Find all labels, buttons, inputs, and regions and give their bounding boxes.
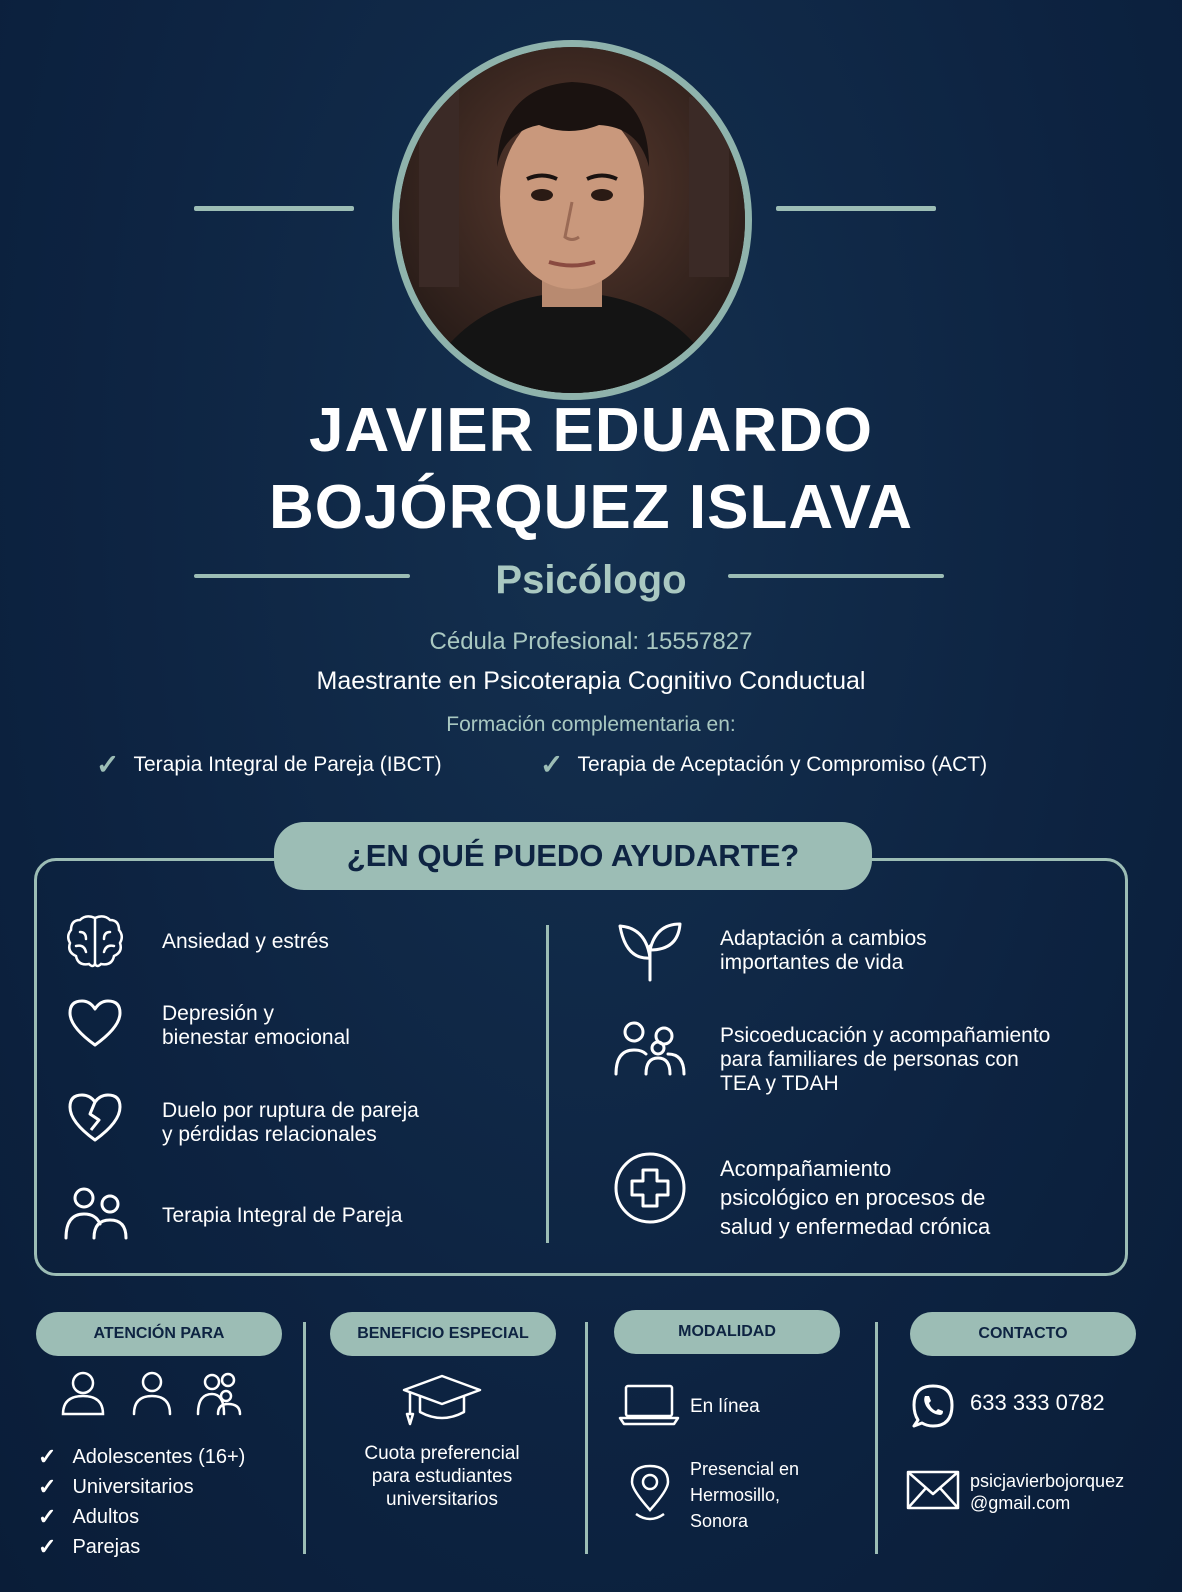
help-item-line: Depresión y xyxy=(162,1002,275,1025)
header-line-right xyxy=(776,206,936,211)
check-icon: ✓ xyxy=(38,1444,57,1469)
check-icon: ✓ xyxy=(38,1534,57,1559)
help-item-line: psicológico en procesos de xyxy=(720,1185,986,1210)
formacion-label: Formación complementaria en: xyxy=(446,713,736,736)
help-item-line: importantes de vida xyxy=(720,951,904,974)
help-item-line: Psicoeducación y acompañamiento xyxy=(720,1024,1051,1047)
list-item-label: Adultos xyxy=(72,1505,140,1528)
presencial-line: Sonora xyxy=(690,1511,749,1531)
location-pin-icon xyxy=(628,1462,672,1524)
help-item-line: Terapia Integral de Pareja xyxy=(162,1204,403,1227)
check-icon: ✓ xyxy=(38,1474,57,1499)
sprout-icon xyxy=(616,920,684,982)
whatsapp-icon xyxy=(910,1382,956,1428)
contact-email[interactable] xyxy=(970,1470,1124,1514)
modalidad-online: En línea xyxy=(690,1396,760,1417)
help-item-line: Ansiedad y estrés xyxy=(162,930,329,953)
bottom-divider-3 xyxy=(875,1322,878,1554)
formacion-text: Terapia de Aceptación y Compromiso (ACT) xyxy=(577,752,988,776)
email-line: psicjavierbojorquez xyxy=(970,1471,1125,1491)
family-icon xyxy=(612,1018,688,1076)
list-item xyxy=(38,1472,245,1502)
help-item-depresion xyxy=(162,1002,350,1050)
medical-cross-icon xyxy=(612,1150,688,1226)
help-item-line: Duelo por ruptura de pareja xyxy=(162,1099,419,1122)
check-icon: ✓ xyxy=(38,1504,57,1529)
couple-icon xyxy=(62,1184,132,1240)
beneficio-title: BENEFICIO ESPECIAL xyxy=(330,1312,556,1356)
help-item-line: TEA y TDAH xyxy=(720,1072,839,1095)
laptop-icon xyxy=(618,1384,680,1426)
formacion-item xyxy=(540,748,987,781)
bottom-divider-1 xyxy=(303,1322,306,1554)
help-item-line: bienestar emocional xyxy=(162,1026,350,1049)
bottom-divider-2 xyxy=(585,1322,588,1554)
beneficio-line: para estudiantes xyxy=(371,1466,513,1487)
list-item-label: Parejas xyxy=(72,1535,141,1558)
formacion-text: Terapia Integral de Pareja (IBCT) xyxy=(133,752,442,776)
cedula: Cédula Profesional: 15557827 xyxy=(429,628,753,655)
help-divider xyxy=(546,925,549,1243)
beneficio-line: Cuota preferencial xyxy=(364,1443,520,1464)
maestria: Maestrante en Psicoterapia Cognitivo Conductual xyxy=(316,667,866,695)
role-title: Psicólogo xyxy=(495,558,687,602)
contacto-title: CONTACTO xyxy=(910,1312,1136,1356)
help-item-line: para familiares de personas con xyxy=(720,1048,1019,1071)
help-item-line: y pérdidas relacionales xyxy=(162,1123,377,1146)
beneficio-line: universitarios xyxy=(386,1489,498,1510)
presencial-line: Presencial en xyxy=(690,1459,800,1479)
graduation-cap-icon xyxy=(402,1372,482,1428)
broken-heart-icon xyxy=(66,1090,124,1144)
brain-icon xyxy=(64,912,126,970)
help-title: ¿EN QUÉ PUEDO AYUDARTE? xyxy=(274,822,872,890)
list-item xyxy=(38,1442,245,1472)
student-icon xyxy=(130,1370,174,1416)
header-line-left xyxy=(194,206,354,211)
email-icon xyxy=(906,1470,960,1510)
name-line-2: BOJÓRQUEZ ISLAVA xyxy=(268,473,914,542)
help-item-psicoeducacion xyxy=(720,1024,1050,1096)
name-line-1: JAVIER EDUARDO xyxy=(308,396,874,465)
atencion-title: ATENCIÓN PARA xyxy=(36,1312,282,1356)
check-icon: ✓ xyxy=(540,749,564,780)
list-item-label: Universitarios xyxy=(72,1475,194,1498)
list-item xyxy=(38,1532,245,1562)
heart-icon xyxy=(66,997,124,1049)
help-item-line: salud y enfermedad crónica xyxy=(720,1214,991,1239)
help-item-pareja xyxy=(162,1204,403,1228)
help-item-duelo xyxy=(162,1099,419,1147)
formacion-item xyxy=(96,748,442,781)
profile-photo xyxy=(392,40,752,400)
check-icon: ✓ xyxy=(96,749,120,780)
help-item-ansiedad xyxy=(162,930,329,954)
atencion-list xyxy=(38,1442,245,1562)
help-item-adaptacion xyxy=(720,927,927,975)
presencial-line: Hermosillo, xyxy=(690,1485,781,1505)
role-line-right xyxy=(728,574,944,578)
help-item-line: Adaptación a cambios xyxy=(720,927,927,950)
list-item-label: Adolescentes (16+) xyxy=(72,1445,246,1468)
email-line: @gmail.com xyxy=(970,1493,1071,1513)
beneficio-text xyxy=(310,1442,574,1511)
help-item-line: Acompañamiento xyxy=(720,1156,892,1181)
modalidad-presencial xyxy=(690,1456,799,1534)
person-icon xyxy=(60,1370,106,1416)
list-item xyxy=(38,1502,245,1532)
contact-phone[interactable]: 633 333 0782 xyxy=(970,1390,1105,1415)
help-item-acompanamiento xyxy=(720,1154,990,1241)
modalidad-title: MODALIDAD xyxy=(614,1310,840,1354)
people-icon xyxy=(196,1370,242,1416)
